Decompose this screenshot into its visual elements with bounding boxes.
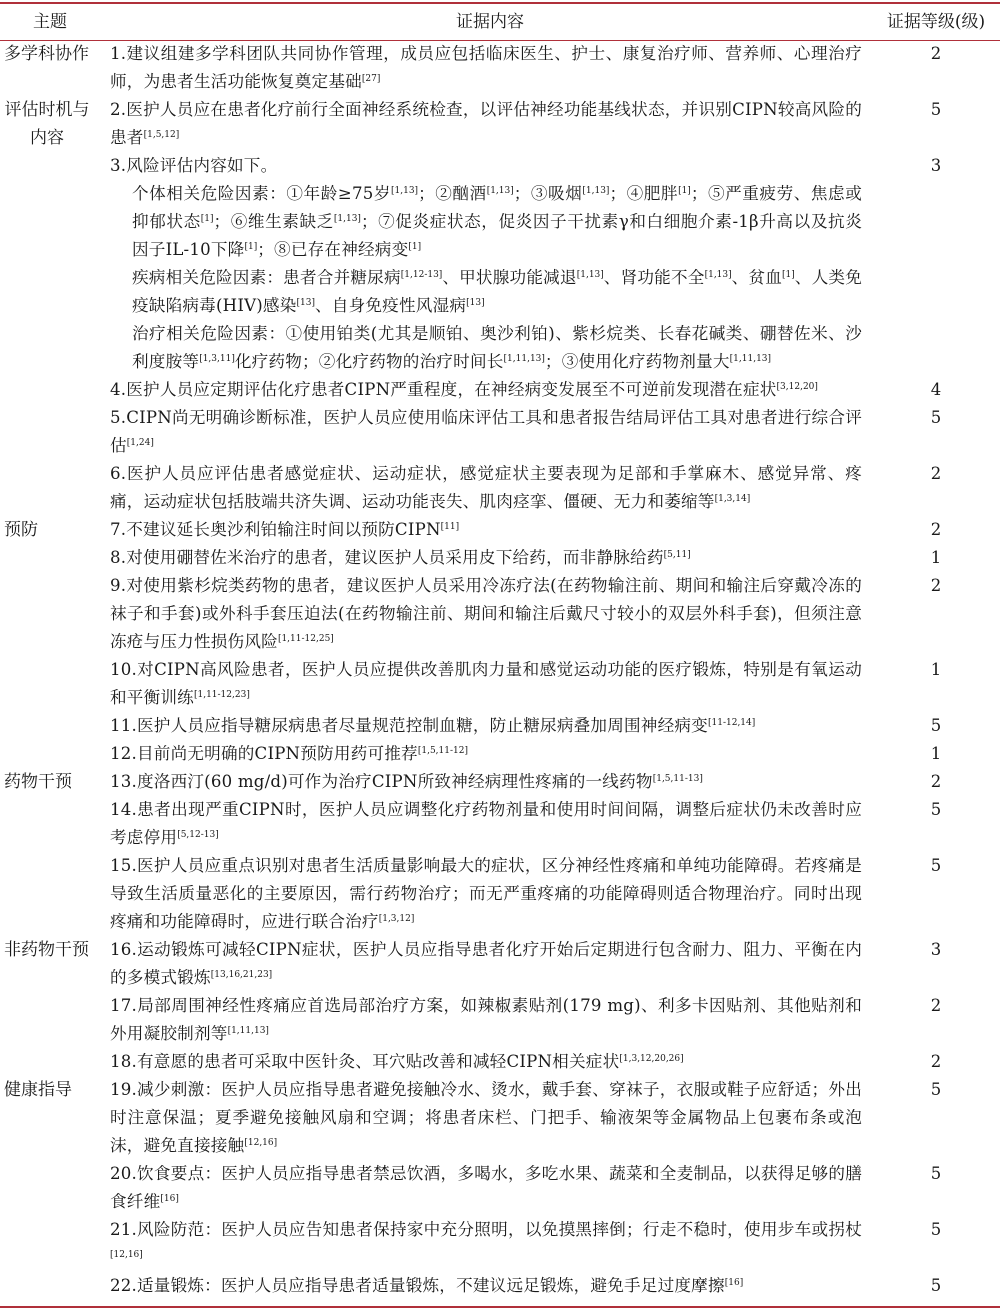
evidence-text: 12.目前尚无明确的CIPN预防用药可推荐 [110,744,418,763]
grade-value: 2 [930,576,942,595]
reference: [1,24] [126,438,154,448]
grade-value: 5 [930,1276,942,1295]
grade-value: 2 [930,44,942,63]
evidence-item-12 [110,740,862,768]
grade-value: 4 [930,380,942,399]
topic-health-guidance: 健康指导 [4,1080,72,1100]
evidence-text: 5.CIPN尚无明确诊断标准，医护人员应使用临床评估工具和患者报告结局评估工具对患者进行综合评估 [110,408,862,455]
header-content: 证据内容 [456,12,524,32]
grade-value: 3 [930,940,942,959]
grade-value: 3 [930,156,942,175]
evidence-item-10 [110,656,862,712]
evidence-text: 16.运动锻炼可减轻CIPN症状，医护人员应指导患者化疗开始后定期进行包含耐力、阻力、平衡在内的多模式锻炼 [110,940,862,987]
evidence-item-7 [110,516,862,544]
evidence-text: 1.建议组建多学科团队共同协作管理，成员应包括临床医生、护士、康复治疗师、营养师、心理治疗师，为患者生活功能恢复奠定基础 [110,44,862,91]
evidence-item-1 [110,40,862,96]
grade-value: 5 [930,800,942,819]
grade-value: 2 [930,996,942,1015]
evidence-item-19 [110,1076,862,1160]
evidence-item-11 [110,712,862,740]
evidence-item-20 [110,1160,862,1216]
topic-assessment: 评估时机与内容 [4,100,90,148]
evidence-text: 18.有意愿的患者可采取中医针灸、耳穴贴改善和减轻CIPN相关症状 [110,1052,620,1071]
evidence-item-15 [110,852,862,936]
bottom-rule [0,1306,1000,1308]
reference: [1,11-12,23] [193,690,250,700]
evidence-text: 22.适量锻炼：医护人员应指导患者适量锻炼，不建议远足锻炼，避免手足过度摩擦 [110,1276,725,1295]
reference: [1,11,13] [227,1026,269,1036]
reference: [16] [724,1278,744,1288]
grade-value: 2 [930,520,942,539]
grade-value: 5 [930,1164,942,1183]
evidence-text: 19.减少刺激：医护人员应指导患者避免接触冷水、烫水，戴手套、穿袜子，衣服或鞋子应舒适；外出时注意保温；夏季避免接触风扇和空调；将患者床栏、门把手、输液架等金属物品上包裹布条或泡沫，避免直接接触 [110,1080,862,1155]
grade-value: 5 [930,856,942,875]
topic-prevention: 预防 [4,520,38,540]
evidence-text: 21.风险防范：医护人员应告知患者保持家中充分照明，以免摸黑摔倒；行走不稳时，使用步车或拐杖 [110,1220,862,1239]
reference: [1,3,14] [714,494,751,504]
evidence-text: 13.度洛西汀(60 mg/d)可作为治疗CIPN所致神经病理性疼痛的一线药物 [110,772,653,791]
reference: [11] [440,522,460,532]
reference: [11-12,14] [707,718,756,728]
evidence-item-14 [110,796,862,852]
evidence-text: 15.医护人员应重点识别对患者生活质量影响最大的症状，区分神经性疼痛和单纯功能障碍。若疼痛是导致生活质量恶化的主要原因，需行药物治疗；而无严重疼痛的功能障碍则适合物理治疗。同时出现疼痛和功能障碍时，应进行联合治疗 [110,856,862,931]
grade-value: 1 [930,660,942,679]
evidence-text: 17.局部周围神经性疼痛应首选局部治疗方案，如辣椒素贴剂(179 mg)、利多卡因贴剂、其他贴剂和外用凝胶制剂等 [110,996,862,1043]
grade-value: 2 [930,1052,942,1071]
grade-value: 2 [930,464,942,483]
evidence-text: 6.医护人员应评估患者感觉症状、运动症状，感觉症状主要表现为足部和手掌麻木、感觉异常、疼痛，运动症状包括肢端共济失调、运动功能丧失、肌肉痉挛、僵硬、无力和萎缩等 [110,464,862,511]
reference: [1,3,12,20,26] [619,1054,684,1064]
top-rule [0,2,1000,4]
evidence-text: 14.患者出现严重CIPN时，医护人员应调整化疗药物剂量和使用时间间隔，调整后症状仍未改善时应考虑停用 [110,800,862,847]
topic-drug-intervention: 药物干预 [4,772,72,792]
evidence-item-3 [110,152,862,376]
reference: [1,5,11-13] [652,774,703,784]
reference: [3,12,20] [776,382,818,392]
reference: [5,11] [663,550,691,560]
reference: [1,5,12] [143,130,180,140]
reference: [12,16] [244,1138,278,1148]
evidence-text: 10.对CIPN高风险患者，医护人员应提供改善肌肉力量和感觉运动功能的医疗锻炼，特别是有氧运动和平衡训练 [110,660,862,707]
reference: [5,12-13] [177,830,219,840]
evidence-item-6 [110,460,862,516]
evidence-text: 9.对使用紫杉烷类药物的患者，建议医护人员采用冷冻疗法(在药物输注前、期间和输注后穿戴冷冻的袜子和手套)或外科手套压迫法(在药物输注前、期间和输注后戴尺寸较小的双层外科手套)，但须注意冻疮与压力性损伤风险 [110,576,862,651]
reference: [12,16] [110,1250,143,1260]
reference: [27] [361,74,381,84]
grade-value: 5 [930,716,942,735]
individual-risk-factors: 个体相关危险因素：①年龄≥75岁[1,13]；②酗酒[1,13]；③吸烟[1,13]；④肥胖[1]；⑤严重疲劳、焦虑或抑郁状态[1]；⑥维生素缺乏[1,13]；⑦促炎症状态，促炎因子干扰素γ和白细胞介素-1β升高以及抗炎因子IL-10下降[1]；⑧已存在神经病变[1] [132,184,862,259]
evidence-item-22 [110,1272,862,1300]
evidence-item-17 [110,992,862,1048]
evidence-item-13 [110,768,862,796]
evidence-item-4 [110,376,862,404]
evidence-text: 20.饮食要点：医护人员应指导患者禁忌饮酒，多喝水，多吃水果、蔬菜和全麦制品，以获得足够的膳食纤维 [110,1164,862,1211]
disease-risk-factors: 疾病相关危险因素：患者合并糖尿病[1,12-13]、甲状腺功能减退[1,13]、肾功能不全[1,13]、贫血[1]、人类免疫缺陷病毒(HIV)感染[13]、自身免疫性风湿病[13] [132,268,862,315]
topic-nondrug-intervention: 非药物干预 [4,940,89,960]
evidence-text: 11.医护人员应指导糖尿病患者尽量规范控制血糖，防止糖尿病叠加周围神经病变 [110,716,708,735]
evidence-item-2 [110,96,862,152]
evidence-item-16 [110,936,862,992]
reference: [16] [160,1194,179,1204]
evidence-item-5 [110,404,862,460]
header-topic: 主题 [33,12,67,32]
evidence-item-8 [110,544,862,572]
grade-value: 5 [930,408,942,427]
evidence-text: 2.医护人员应在患者化疗前行全面神经系统检查，以评估神经功能基线状态，并识别CIPN较高风险的患者 [110,100,862,147]
reference: [1,5,11-12] [417,746,468,756]
evidence-text: 3.风险评估内容如下。 [110,156,278,175]
grade-value: 2 [930,772,942,791]
header-grade: 证据等级(级) [886,12,986,32]
evidence-item-21 [110,1216,862,1272]
reference: [13,16,21,23] [210,970,273,980]
treatment-risk-factors: 治疗相关危险因素：①使用铂类(尤其是顺铂、奥沙利铂)、紫杉烷类、长春花碱类、硼替佐米、沙利度胺等[1,3,11]化疗药物；②化疗药物的治疗时间长[1,11,13]；③使用化疗药物剂量大[1,11,13] [132,324,862,371]
grade-value: 5 [930,100,942,119]
evidence-item-9 [110,572,862,656]
reference: [1,11-12,25] [277,634,334,644]
grade-value: 1 [930,548,942,567]
evidence-text: 7.不建议延长奥沙利铂输注时间以预防CIPN [110,520,441,539]
grade-value: 5 [930,1220,942,1239]
topic-multidisciplinary: 多学科协作 [4,44,89,64]
evidence-text: 4.医护人员应定期评估化疗患者CIPN严重程度，在神经病变发展至不可逆前发现潜在症状 [110,380,777,399]
grade-value: 1 [930,744,942,763]
evidence-text: 8.对使用硼替佐米治疗的患者，建议医护人员采用皮下给药，而非静脉给药 [110,548,664,567]
evidence-item-18 [110,1048,862,1076]
grade-value: 5 [930,1080,942,1099]
reference: [1,3,12] [378,914,415,924]
